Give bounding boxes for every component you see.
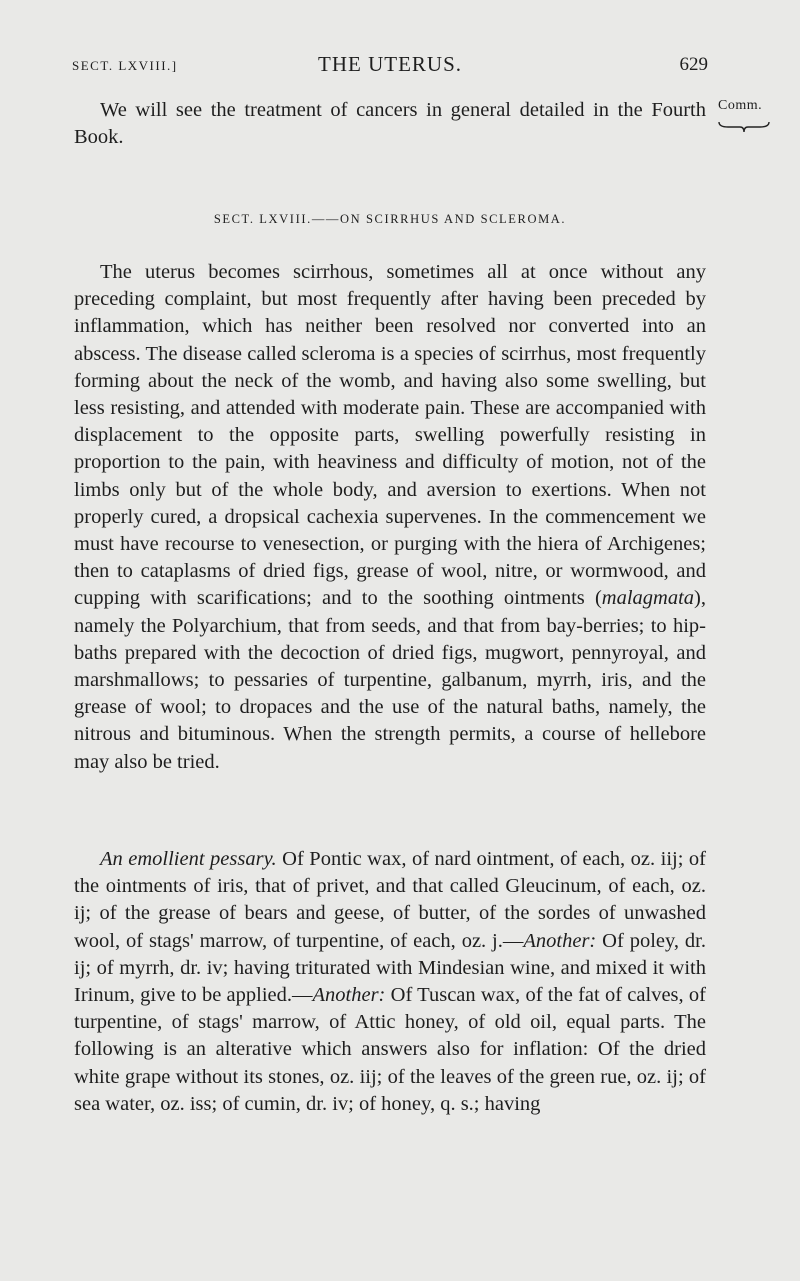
section-heading: SECT. LXVIII.——ON SCIRRHUS AND SCLEROMA. bbox=[213, 212, 567, 226]
recipe-italic-2: Another: bbox=[523, 929, 597, 952]
main-italic-term: malagmata bbox=[601, 587, 695, 610]
main-paragraph bbox=[74, 259, 706, 776]
main-text-1: The uterus becomes scirrhous, sometimes all at once without any preceding complaint, but most frequently after having been preceded by inflammation, which has neither been resolved nor converted into an abscess. The disease called scleroma is a species of scirrhus, most frequently forming about the neck of the womb, and having also some swelling, but less resisting, and attended with moderate pain. These are accompanied with displacement to the opposite parts, swelling powerfully resisting in proportion to the pain, with heaviness and difficulty of motion, not of the limbs only but of the whole body, and aversion to exertions. When not properly cured, a dropsical cachexia supervenes. In the commencement we must have recourse to venesection, or purging with the hiera of Archigenes; then to cataplasms of dried figs, grease of wool, nitre, or wormwood, and cupping with scarifications; and to the soothing ointments ( bbox=[74, 261, 706, 610]
recipe-text-1: Of Pontic wax, of nard ointment, of each, oz. iij; of the ointments of iris, that of privet, and that called Gleucinum, of each, oz. ij; of the grease of bears and geese, of butter, of the sordes of unwashed wool, of stags' marrow, of turpentine, of each, oz. j.— bbox=[74, 848, 706, 952]
page-number: 629 bbox=[679, 54, 708, 75]
recipe-italic-3: Another: bbox=[312, 984, 386, 1007]
main-text-2: ), namely the Polyarchium, that from seeds, and that from bay-berries; to hip-baths prepared with the decoction of dried figs, mugwort, pennyroyal, and marshmallows; to pessaries of turpentine, galbanum, myrrh, iris, and the grease of wool; to dropaces and the use of the natural baths, namely, the nitrous and bituminous. When the strength permits, a course of hellebore may also be tried. bbox=[74, 587, 706, 773]
section-label: SECT. LXVIII.] bbox=[72, 58, 178, 73]
recipe-text-2: Of poley, dr. ij; of myrrh, dr. iv; having triturated with Mindesian wine, and mixed it with Irinum, give to be applied.— bbox=[74, 929, 707, 1007]
margin-note: Comm. bbox=[718, 98, 763, 113]
running-head bbox=[72, 52, 708, 80]
recipe-text-3: Of Tuscan wax, of the fat of calves, of turpentine, of stags' marrow, of Attic honey, of old oil, equal parts. The following is an alterative which answers also for inflation: Of the dried white grape without its stones, oz. iij; of the leaves of the green rue, oz. ij; of sea water, oz. iss; of cumin, dr. iv; of honey, q. s.; having bbox=[74, 984, 706, 1115]
recipe-italic-1: An emollient pessary. bbox=[100, 848, 277, 870]
page-title: THE UTERUS. bbox=[318, 52, 462, 76]
margin-brace-icon bbox=[718, 120, 770, 134]
recipe-paragraph bbox=[74, 846, 706, 1118]
intro-paragraph: We will see the treatment of cancers in general detailed in the Fourth Book. bbox=[74, 99, 706, 149]
